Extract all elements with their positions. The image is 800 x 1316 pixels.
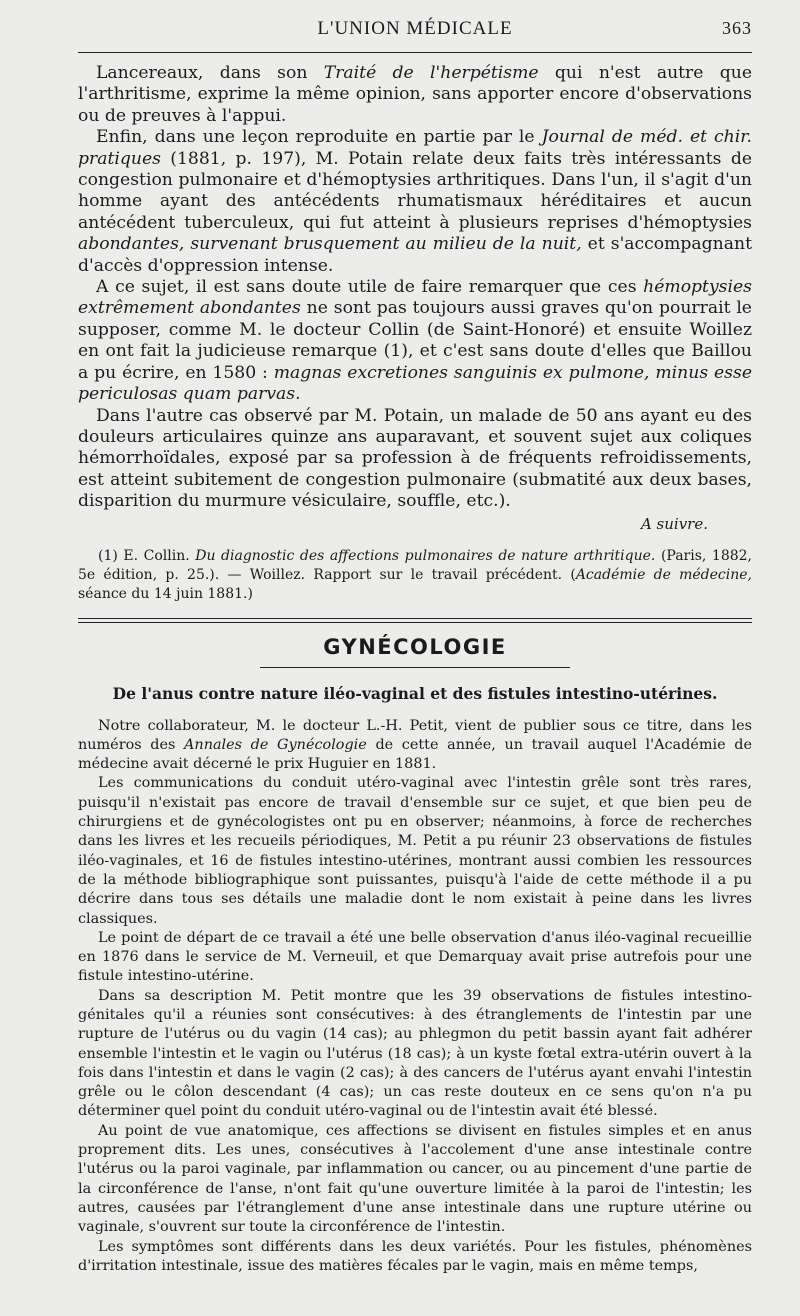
section-title-rule [260,667,570,668]
text-run: Enfin, dans une leçon reproduite en partie par le [96,127,542,148]
text-run: Dans l'autre cas observé par M. Potain, un malade de 50 ans ayant eu des douleurs articulaires quinze ans auparavant, et souvent sujet aux coliques hémorrhoïdales, exposé par sa profession à de fréquents refroidissements, est atteint subitement de congestion pulmonaire (submatité aux deux bases, disparition du murmure vésiculaire, souffle, etc.). [78,405,752,512]
italic-text: abondantes, survenant brusquement au milieu de la nuit, [78,234,582,255]
text-run: Lancereaux, dans son [96,63,324,83]
paragraph [78,929,752,987]
page-number: 363 [722,18,752,38]
paragraph [78,63,752,127]
italic-text: hémoptysies extrêmement abondantes [78,277,752,319]
section-title: GYNÉCOLOGIE [323,634,507,659]
paragraph [78,277,752,405]
italic-text: magnas excretiones sanguinis ex pulmone, minus esse periculosas quam parvas. [78,362,752,405]
text-run: A ce sujet, il est sans doute utile de faire remarquer que ces [96,277,644,298]
paragraph [78,1238,752,1277]
intro-text [78,63,752,513]
paragraph [78,1122,752,1238]
paragraph [78,774,752,928]
text-run: Les communications du conduit utéro-vaginal avec l'intestin grêle sont très rares, puisqu'il n'existait pas encore de travail d'ensemble sur ce sujet, et que bien peu de chirurgiens et de gynécologistes ont pu en observer; néanmoins, à force de recherches dans les livres et les recueils périodiques, M. Petit a pu réunir 23 observations de fistules iléo-vaginales, et 16 de fistules intestino-utérines, montrant aussi combien les ressources de la méthode bibliographique sont puissantes, puisqu'à l'aide de cette méthode il a pu décrire dans tous ses détails une maladie dont le nom existait à peine dans les livres classiques. [78,775,752,927]
text-run: (Paris, 1882, 5e édition, p. 25.). — Woillez. Rapport sur le travail précédent. ( [78,547,752,583]
text-run: Notre collaborateur, M. le docteur L.-H. Petit, vient de publier sous ce titre, dans les numéros des [78,717,752,753]
header-rule [78,52,752,53]
text-run: Au point de vue anatomique, ces affections se divisent en fistules simples et en anus proprement dits. Les unes, consécutives à l'accolement d'une anse intestinale contre l'utérus ou la paroi vaginale, par inflammation ou cancer, ou au pincement d'une partie de la circonférence de l'anse, n'ont fait qu'une ouverture limitée à la paroi de l'intestin; les autres, causées par l'étranglement d'une anse intestinale dans une rupture utérine ou vaginale, s'ouvrent sur toute la circonférence de l'intestin. [78,1122,752,1236]
text-run: séance du 14 juin 1881.) [78,585,253,602]
text-run: (1881, p. 197), M. Potain relate deux faits très intéressants de congestion pulmonaire et d'hémoptysies arthritiques. Dans l'un, il s'agit d'un homme ayant des antécédents rhumatismaux héréditaires et aucun antécédent tuberculeux, qui fut atteint à plusieurs reprises d'hémoptysies [78,148,752,233]
text-run: et s'accompagnant d'accès d'oppression intense. [78,234,752,276]
italic-text: Traité de l'herpétisme [323,63,539,83]
text-run: Les symptômes sont différents dans les deux variétés. Pour les fistules, phénomènes d'irritation intestinale, issue des matières fécales par le vagin, mais en même temps, [78,1238,752,1274]
article-body [78,717,752,1277]
italic-text: Académie de médecine, [575,566,752,583]
italic-text: Journal de méd. et chir. pratiques [78,127,752,169]
to-be-continued: A suivre. [640,514,708,533]
text-run: (1) E. Collin. [98,547,196,564]
paragraph [78,717,752,775]
footnote [78,547,752,604]
italic-text: Du diagnostic des affections pulmonaires de nature arthritique. [195,547,656,564]
text-run: Dans sa description M. Petit montre que les 39 observations de fistules intestino-génitales qu'il a réunies sont consécutives: à des étranglements de l'intestin par une rupture de l'utérus ou du vagin (14 cas); au phlegmon du petit bassin ayant fait adhérer ensemble l'intestin et le vagin ou l'utérus (18 cas); à un kyste fœtal extra-utérin ouvert à la fois dans l'intestin et dans le vagin (2 cas); à des cancers de l'utérus ayant envahi l'intestin grêle ou le côlon descendant (4 cas); un cas reste douteux en ce sens qu'on n'a pu déterminer quel point du conduit utéro-vaginal ou de l'intestin avait été blessé. [78,987,752,1120]
paragraph [78,987,752,1122]
running-head [78,18,752,46]
section-divider [78,618,752,623]
text-run: qui n'est autre que l'arthritisme, exprime la même opinion, sans apporter encore d'observations ou de preuves à l'appui. [78,63,753,126]
text-run: ne sont pas toujours aussi graves qu'on pourrait le supposer, comme M. le docteur Collin (de Saint-Honoré) et ensuite Woillez en ont fait la judicieuse remarque (1), et c'est sans doute d'elles que Baillou a pu écrire, en 1580 : [78,298,752,383]
journal-title: L'UNION MÉDICALE [317,18,513,39]
paragraph [78,406,752,513]
article-title: De l'anus contre nature iléo-vaginal et des fistules intestino-utérines. [112,683,718,703]
text-run: de cette année, un travail auquel l'Académie de médecine avait décerné le prix Huguier en 1881. [78,736,753,773]
paragraph [78,127,752,277]
italic-text: Annales de Gynécologie [184,736,367,753]
text-run: Le point de départ de ce travail a été une belle observation d'anus iléo-vaginal recueillie en 1876 dans le service de M. Verneuil, et que Demarquay avait prise autrefois pour une fistule intestino-utérine. [78,929,752,985]
